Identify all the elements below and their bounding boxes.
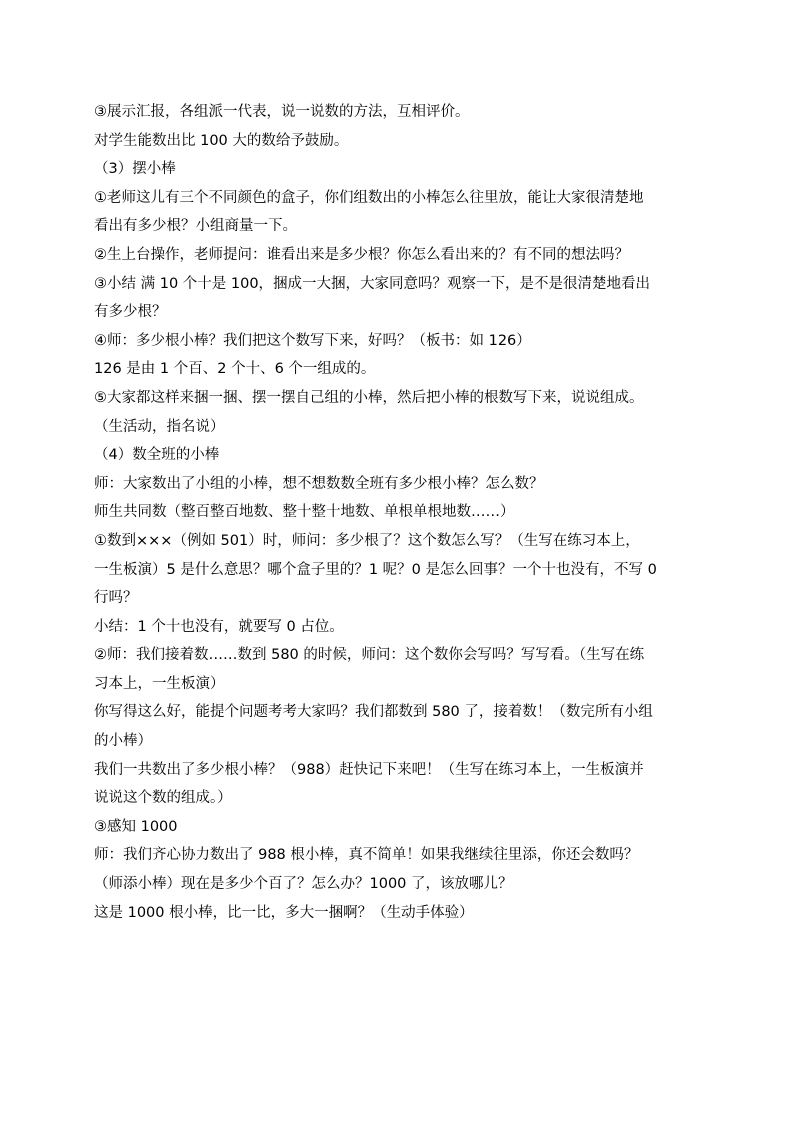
text-line: 你写得这么好，能提个问题考考大家吗？我们都数到 580 了，接着数！（数完所有小组	[94, 704, 653, 721]
text-line: 这是 1000 根小棒，比一比，多大一捆啊？（生动手体验）	[94, 904, 474, 921]
text-line: 我们一共数出了多少根小棒？（988）赶快记下来吧！（生写在练习本上，一生板演并	[94, 761, 644, 778]
text-line: （师添小棒）现在是多少个百了？怎么办？1000 了，该放哪儿？	[94, 876, 513, 893]
text-line: ③感知 1000	[94, 818, 178, 835]
text-line: 对学生能数出比 100 大的数给予鼓励。	[94, 132, 349, 149]
text-line: 师：我们齐心协力数出了 988 根小棒，真不简单！如果我继续往里添，你还会数吗？	[94, 847, 639, 864]
text-line: 小结：1 个十也没有，就要写 0 占位。	[94, 618, 344, 635]
text-line: ②师：我们接着数……数到 580 的时候，师问：这个数你会写吗？写写看。（生写在练	[94, 647, 645, 664]
text-line: 师：大家数出了小组的小棒，想不想数数全班有多少根小棒？怎么数？	[94, 475, 544, 492]
text-line: 行吗？	[94, 590, 138, 607]
text-line: 有多少根？	[94, 304, 167, 321]
text-line: ④师：多少根小棒？我们把这个数写下来，好吗？（板书：如 126）	[94, 332, 531, 349]
text-line: ②生上台操作，老师提问：谁看出来是多少根？你怎么看出来的？有不同的想法吗？	[94, 246, 629, 263]
text-line: 说说这个数的组成。）	[94, 790, 232, 807]
text-line: ①老师这儿有三个不同颜色的盒子，你们组数出的小棒怎么往里放，能让大家很清楚地	[94, 189, 644, 206]
text-line: 师生共同数（整百整百地数、整十整十地数、单根单根地数……）	[94, 504, 515, 521]
text-line: 一生板演）5 是什么意思？哪个盒子里的？1 呢？0 是怎么回事？一个十也没有，不写 0	[94, 561, 657, 578]
text-line: ③小结 满 10 个十是 100，捆成一大捆，大家同意吗？观察一下，是不是很清楚地看出	[94, 275, 651, 292]
document-body	[94, 98, 714, 927]
text-line: ①数到×××（例如 501）时，师问：多少根了？这个数怎么写？（生写在练习本上，	[94, 532, 640, 549]
section-heading: （3）摆小棒	[94, 161, 176, 178]
text-line: ⑤大家都这样来捆一捆、摆一摆自己组的小棒，然后把小棒的根数写下来，说说组成。	[94, 389, 644, 406]
text-line: 习本上，一生板演）	[94, 675, 225, 692]
text-line: 看出有多少根？小组商量一下。	[94, 218, 297, 235]
section-heading: （4）数全班的小棒	[94, 447, 220, 464]
text-line: 126 是由 1 个百、2 个十、6 个一组成的。	[94, 361, 376, 378]
text-line: 的小棒）	[94, 733, 152, 750]
text-line: ③展示汇报，各组派一代表，说一说数的方法，互相评价。	[94, 104, 470, 120]
text-line: （生活动，指名说）	[94, 418, 225, 435]
